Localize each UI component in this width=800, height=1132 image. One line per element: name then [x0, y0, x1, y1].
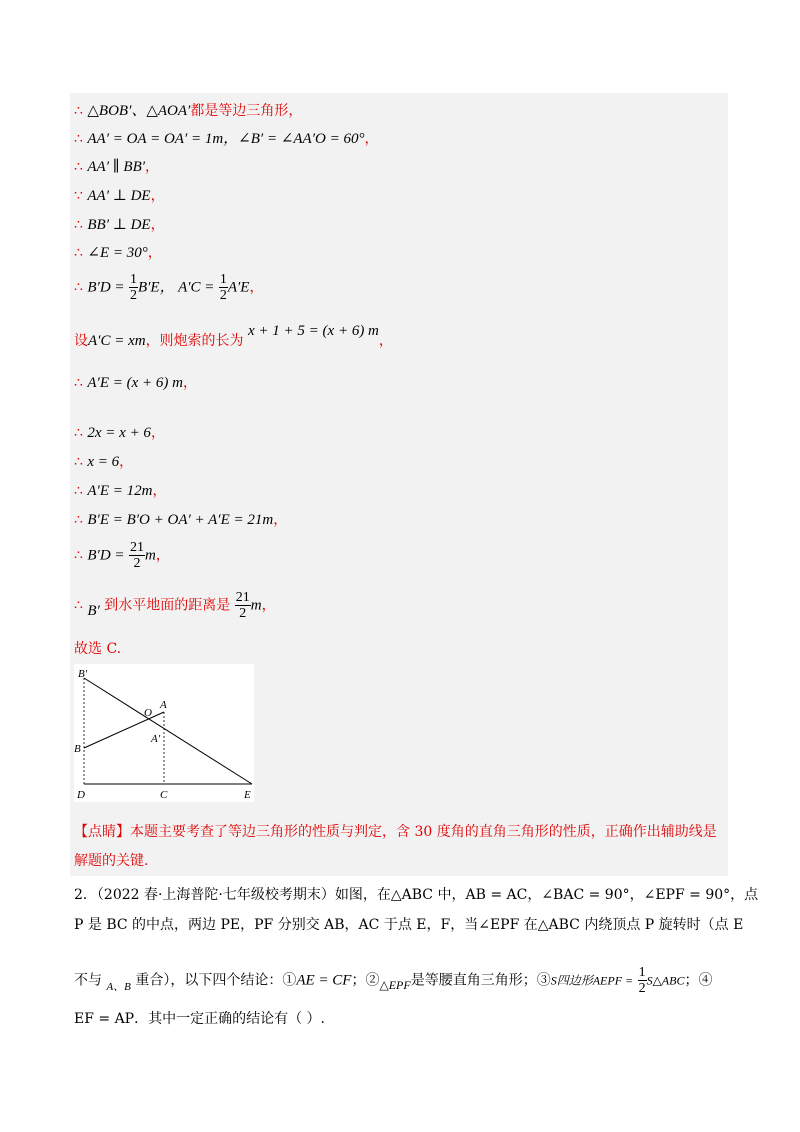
question-line-4: EF = AP．其中一定正确的结论有（ ）.: [74, 1011, 325, 1027]
label-c: C: [160, 789, 168, 801]
key-point-note: [74, 818, 726, 876]
solution-line: ∴ B′E = B′O + OA′ + A′E = 21m，: [74, 512, 288, 528]
label-a: A: [160, 699, 167, 711]
solution-line: ∴ AA′ ∥ BB′，: [74, 159, 160, 175]
geometry-diagram: [74, 664, 254, 802]
solution-line: ∴ AA′ = OA = OA′ = 1m，∠B′ = ∠AA′O = 60°，: [74, 131, 379, 147]
solution-line: 设A′C = xm，则炮索的长为 x + 1 + 5 = (x + 6) m，: [74, 323, 393, 349]
solution-line: ∴ B′ 到水平地面的距离是 $\frac{21}{2}$ m，: [74, 590, 276, 621]
question-line-2: P 是 BC 的中点，两边 PE，PF 分别交 AB，AC 于点 E，F，当∠EPF 在△ABC 内绕顶点 P 旋转时（点 E: [74, 917, 744, 933]
solution-line: ∴ B′D = $\frac{21}{2}$ m，: [74, 540, 170, 571]
question-line-3: 不与 $_{A、B}$ 重合），以下四个结论：①AE = CF；②△EPF是等腰直角三角形；③S四边形AEPF = $\frac{1}{2}$ S△ABC；④: [74, 965, 713, 996]
question-line-1: 2．（2022 春·上海普陀·七年级校考期末）如图，在△ABC 中，AB = AC，∠BAC = 90°，∠EPF = 90°，点: [74, 887, 759, 903]
note-text: 本题主要考查了等边三角形的性质与判定，含 30 度角的直角三角形的性质，正确作出辅助线是解题的关键.: [74, 824, 717, 869]
solution-line: ∴ A′E = 12m，: [74, 483, 167, 499]
fraction: $\frac{21}{2}$: [129, 540, 144, 571]
fraction: $\frac{21}{2}$: [235, 590, 250, 621]
solution-line: ∴ 2x = x + 6，: [74, 425, 165, 441]
solution-line: ∴ BB′ ⊥ DE，: [74, 217, 165, 233]
label-a-prime: A′: [151, 733, 161, 745]
fraction: $\frac{1}{2}$: [129, 272, 137, 303]
label-o: O: [144, 707, 152, 719]
line-b-prime-e: [84, 678, 252, 784]
label-d: D: [77, 789, 85, 801]
label-b: B: [74, 743, 81, 755]
solution-line: ∴ ∠E = 30°，: [74, 245, 162, 261]
fraction: $\frac{1}{2}$: [638, 965, 646, 996]
solution-line: ∵ AA′ ⊥ DE，: [74, 188, 165, 204]
solution-line: ∴ △BOB′、△AOA′都是等边三角形，: [74, 103, 303, 119]
fraction: $\frac{1}{2}$: [219, 272, 227, 303]
solution-line: ∴ B′D = $\frac{1}{2}$ B′E， A′C = $\frac{1}{2}$ A′E，: [74, 272, 264, 303]
label-e: E: [244, 789, 251, 801]
note-tag: 【点睛】: [74, 824, 130, 840]
solution-conclusion: 故选 C.: [74, 641, 122, 657]
label-b-prime: B′: [78, 668, 88, 680]
solution-line: ∴ A′E = (x + 6) m，: [74, 375, 197, 391]
solution-line: ∴ x = 6，: [74, 454, 134, 470]
